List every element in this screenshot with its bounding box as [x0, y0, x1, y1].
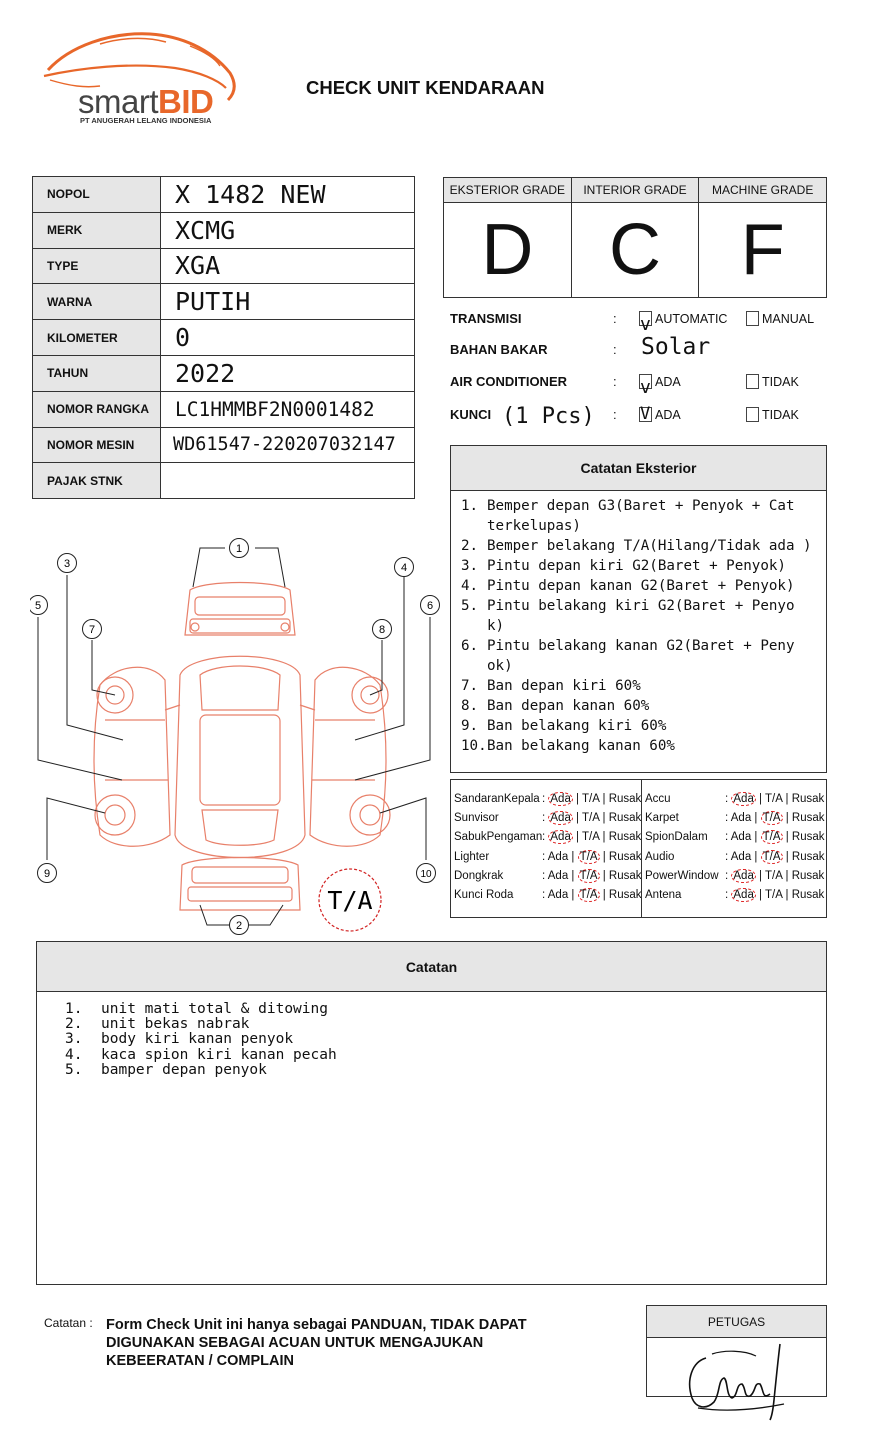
accessory-option-rusak[interactable]: Rusak — [608, 889, 642, 901]
table-row — [33, 177, 415, 213]
accessory-row: Lighter : Ada | T/A | Rusak — [454, 850, 642, 863]
manual-option-label: MANUAL — [762, 312, 815, 326]
grade-value: C — [609, 210, 661, 290]
top-view-windshield — [200, 666, 280, 710]
accessory-option-ta[interactable]: T/A — [765, 793, 783, 805]
accessory-option-ada[interactable]: Ada — [547, 869, 569, 882]
accessory-option-ta[interactable]: T/A — [762, 831, 781, 844]
field-label: NOMOR RANGKA — [33, 391, 161, 427]
accessory-name: Sunvisor — [454, 812, 499, 825]
accessory-option-rusak[interactable]: Rusak — [791, 793, 825, 805]
kunci-label: KUNCI — [450, 407, 492, 422]
accessory-name: Audio — [645, 850, 675, 863]
front-lamp — [281, 623, 289, 631]
list-item: 4. kaca spion kiri kanan pecah — [65, 1046, 337, 1063]
accessory-option-ta[interactable]: T/A — [765, 869, 783, 882]
field-label: NOPOL — [33, 177, 161, 213]
notes-panel — [36, 941, 827, 1285]
vehicle-damage-diagram — [30, 535, 450, 940]
accessory-option-ta[interactable]: T/A — [579, 869, 598, 882]
rear-windshield — [192, 867, 288, 883]
front-view-body — [185, 583, 295, 636]
accessory-option-rusak[interactable]: Rusak — [608, 793, 642, 805]
accessory-row: Kunci Roda : Ada | T/A | Rusak — [454, 889, 642, 901]
callout-number: 1 — [235, 543, 243, 555]
field-label: NOMOR MESIN — [33, 427, 161, 463]
list-item: 2. Bemper belakang T/A(Hilang/Tidak ada ) — [461, 538, 812, 554]
exterior-notes-title: Catatan Eksterior — [451, 446, 826, 491]
accessory-option-ada[interactable]: Ada — [733, 869, 754, 882]
colon: : — [613, 311, 617, 326]
check-mark-icon: V — [640, 404, 651, 424]
callout-number: 2 — [235, 920, 243, 932]
callout-line — [355, 617, 430, 780]
accessory-row: Antena : Ada | T/A | Rusak — [645, 889, 825, 901]
accessory-option-ada[interactable]: Ada — [547, 850, 569, 863]
list-item: 3. body kiri kanan penyok — [65, 1031, 294, 1048]
accessory-option-rusak[interactable]: Rusak — [791, 869, 825, 882]
list-item: 6. Pintu belakang kanan G2(Baret + Peny ok) — [461, 638, 795, 674]
accessory-name: Dongkrak — [454, 869, 504, 882]
grade-interior — [571, 178, 699, 297]
grade-machine — [698, 178, 826, 297]
ac-label: AIR CONDITIONER — [450, 374, 567, 389]
accessory-name: Kunci Roda — [454, 889, 514, 901]
list-item: 8. Ban depan kanan 60% — [461, 698, 650, 714]
right-side-body — [310, 667, 386, 846]
accessory-option-ada[interactable]: Ada — [733, 793, 754, 805]
kunci-ada-label: ADA — [655, 408, 681, 422]
field-value: 0 — [161, 320, 415, 356]
accessory-option-ta[interactable]: T/A — [762, 850, 781, 863]
kunci-count: (1 Pcs) — [502, 404, 595, 429]
accessories-panel — [450, 779, 827, 918]
grade-label: MACHINE GRADE — [699, 178, 826, 203]
left-rear-rim — [105, 805, 125, 825]
right-rear-tire — [350, 795, 390, 835]
notes-title: Catatan — [37, 942, 826, 992]
field-value: XGA — [161, 248, 415, 284]
list-item: 5. Pintu belakang kiri G2(Baret + Penyo k) — [461, 598, 795, 634]
field-label: TAHUN — [33, 355, 161, 391]
list-item: 2. unit bekas nabrak — [65, 1016, 250, 1033]
accessory-name: SabukPengaman — [454, 831, 543, 844]
accessory-option-ta[interactable]: T/A — [762, 812, 781, 825]
rear-view-body — [180, 858, 300, 911]
accessory-name: PowerWindow — [645, 869, 719, 882]
accessory-option-ada[interactable]: Ada — [730, 812, 752, 825]
list-item: 1. Bemper depan G3(Baret + Penyok + Cat terkelupas) — [461, 498, 795, 534]
accessory-name: Lighter — [454, 850, 490, 863]
list-item: 1. unit mati total & ditowing — [65, 1001, 328, 1017]
kunci-tidak-checkbox[interactable] — [746, 407, 759, 422]
grade-box — [443, 177, 827, 298]
field-value: XCMG — [161, 212, 415, 248]
grade-exterior — [444, 178, 571, 297]
accessory-row: SandaranKepala : Ada | T/A | Rusak — [454, 793, 642, 805]
accessory-option-ada[interactable]: Ada — [730, 850, 752, 863]
accessory-option-ada[interactable]: Ada — [733, 889, 754, 901]
ac-tidak-checkbox[interactable] — [746, 374, 759, 389]
side-mirrors — [165, 705, 315, 710]
callout-line — [255, 548, 285, 587]
accessory-option-rusak[interactable]: Rusak — [608, 831, 642, 844]
field-label: TYPE — [33, 248, 161, 284]
field-value: PUTIH — [161, 284, 415, 320]
accessory-name: Karpet — [645, 812, 679, 825]
field-label: WARNA — [33, 284, 161, 320]
list-item: 9. Ban belakang kiri 60% — [461, 718, 667, 734]
accessory-row: PowerWindow : Ada | T/A | Rusak — [645, 869, 825, 882]
grade-value: F — [740, 210, 785, 290]
list-item: 5. bamper depan penyok — [65, 1061, 267, 1078]
accessory-row: Karpet : Ada | T/A | Rusak — [645, 812, 825, 825]
field-value: LC1HMMBF2N0001482 — [161, 391, 415, 427]
accessory-row: Audio : Ada | T/A | Rusak — [645, 850, 825, 863]
accessory-option-rusak[interactable]: Rusak — [791, 889, 825, 901]
callout-number: 7 — [88, 624, 96, 636]
vehicle-info-table — [32, 176, 415, 499]
accessory-row: Sunvisor : Ada | T/A | Rusak — [454, 812, 642, 825]
list-item: 4. Pintu depan kanan G2(Baret + Penyok) — [461, 578, 795, 594]
footer-label: Catatan : — [44, 1316, 93, 1330]
table-row — [33, 212, 415, 248]
top-view-body — [175, 656, 305, 857]
table-row — [33, 320, 415, 356]
logo-subtitle: PT ANUGERAH LELANG INDONESIA — [80, 116, 212, 125]
accessory-row: SpionDalam : Ada | T/A | Rusak — [645, 831, 825, 844]
footer-disclaimer: Form Check Unit ini hanya sebagai PANDUAN, TIDAK DAPAT DIGUNAKAN SEBAGAI ACUAN UNTUK MENGAJUKAN KEBEERATAN / COMPLAIN — [106, 1317, 527, 1369]
accessory-option-rusak[interactable]: Rusak — [791, 812, 825, 825]
accessory-option-ada[interactable]: Ada — [550, 793, 571, 805]
bahan-bakar-value: Solar — [641, 334, 711, 360]
field-label: PAJAK STNK — [33, 463, 161, 499]
callout-number: 10 — [420, 869, 432, 880]
accessory-option-ta[interactable]: T/A — [579, 850, 598, 863]
ac-tidak-label: TIDAK — [762, 375, 799, 389]
callout-number: 5 — [34, 600, 42, 612]
callout-line — [67, 575, 123, 740]
list-item: 10. Ban belakang kanan 60% — [461, 738, 675, 754]
table-row — [33, 391, 415, 427]
accessory-option-ada[interactable]: Ada — [550, 812, 571, 825]
accessory-option-ada[interactable]: Ada — [547, 889, 569, 901]
manual-checkbox[interactable] — [746, 311, 759, 326]
accessory-option-ta[interactable]: T/A — [579, 889, 598, 901]
exterior-notes-list — [451, 491, 826, 756]
accessory-option-rusak[interactable]: Rusak — [791, 850, 825, 863]
callout-number: 8 — [378, 624, 386, 636]
field-value — [161, 463, 415, 499]
accessory-row: SabukPengaman: Ada | T/A | Rusak — [454, 831, 642, 844]
accessory-option-ta[interactable]: T/A — [582, 831, 600, 844]
accessory-option-ada[interactable]: Ada — [730, 831, 752, 844]
callout-line — [38, 617, 122, 780]
petugas-label: PETUGAS — [647, 1306, 826, 1338]
table-row — [33, 463, 415, 499]
left-door-lines — [105, 720, 168, 780]
colon: : — [613, 342, 617, 357]
top-view-rear-window — [202, 810, 278, 845]
automatic-option-label: AUTOMATIC — [655, 312, 728, 326]
grade-value: D — [481, 210, 534, 290]
callout-line — [355, 575, 404, 740]
left-rear-tire — [95, 795, 135, 835]
field-label: KILOMETER — [33, 320, 161, 356]
colon: : — [613, 407, 617, 422]
accessory-name: Antena — [645, 889, 682, 901]
accessory-option-rusak[interactable]: Rusak — [608, 869, 642, 882]
callout-number: 3 — [63, 558, 71, 570]
ta-stamp-text: T/A — [327, 886, 373, 915]
callout-line — [380, 798, 426, 860]
front-lamp — [191, 623, 199, 631]
ac-ada-label: ADA — [655, 375, 681, 389]
callout-number: 4 — [400, 562, 408, 574]
accessory-row: Dongkrak : Ada | T/A | Rusak — [454, 869, 642, 882]
check-mark-icon: v — [640, 314, 651, 335]
right-door-lines — [312, 720, 375, 780]
accessory-option-rusak[interactable]: Rusak — [791, 831, 825, 844]
accessory-option-rusak[interactable]: Rusak — [608, 850, 642, 863]
bahan-bakar-label: BAHAN BAKAR — [450, 342, 548, 357]
front-bumper — [190, 619, 290, 633]
kunci-tidak-label: TIDAK — [762, 408, 799, 422]
table-row — [33, 248, 415, 284]
grade-label: INTERIOR GRADE — [572, 178, 699, 203]
table-row — [33, 284, 415, 320]
right-rear-rim — [360, 805, 380, 825]
accessory-option-rusak[interactable]: Rusak — [608, 812, 642, 825]
top-view-roof — [200, 715, 280, 805]
list-item: 3. Pintu depan kiri G2(Baret + Penyok) — [461, 558, 786, 574]
field-value: WD61547-220207032147 — [161, 427, 415, 463]
front-windshield — [195, 597, 285, 615]
accessory-option-ada[interactable]: Ada — [550, 831, 571, 844]
grade-label: EKSTERIOR GRADE — [444, 178, 571, 203]
accessory-option-ta[interactable]: T/A — [582, 793, 600, 805]
notes-list — [37, 992, 826, 1078]
signature-icon — [684, 1340, 794, 1422]
callout-number: 6 — [426, 600, 434, 612]
list-item: 7. Ban depan kiri 60% — [461, 678, 641, 694]
accessory-name: Accu — [645, 793, 671, 805]
field-value: X 1482 NEW — [161, 177, 415, 213]
table-row — [33, 427, 415, 463]
accessory-option-ta[interactable]: T/A — [582, 812, 600, 825]
exterior-notes-panel — [450, 445, 827, 773]
callout-line — [193, 548, 225, 587]
field-label: MERK — [33, 212, 161, 248]
accessory-row: Accu : Ada | T/A | Rusak — [645, 793, 825, 805]
accessory-name: SandaranKepala — [454, 793, 540, 805]
logo-wordmark: smartBID — [78, 83, 214, 120]
page-title: CHECK UNIT KENDARAAN — [306, 77, 545, 98]
accessory-name: SpionDalam — [645, 831, 708, 844]
rear-bumper — [188, 887, 292, 901]
column-divider — [641, 780, 642, 917]
transmisi-label: TRANSMISI — [450, 311, 522, 326]
colon: : — [613, 374, 617, 389]
field-value: 2022 — [161, 355, 415, 391]
check-mark-icon: v — [640, 377, 651, 398]
accessory-option-ta[interactable]: T/A — [765, 889, 783, 901]
table-row — [33, 355, 415, 391]
callout-number: 9 — [43, 868, 51, 880]
